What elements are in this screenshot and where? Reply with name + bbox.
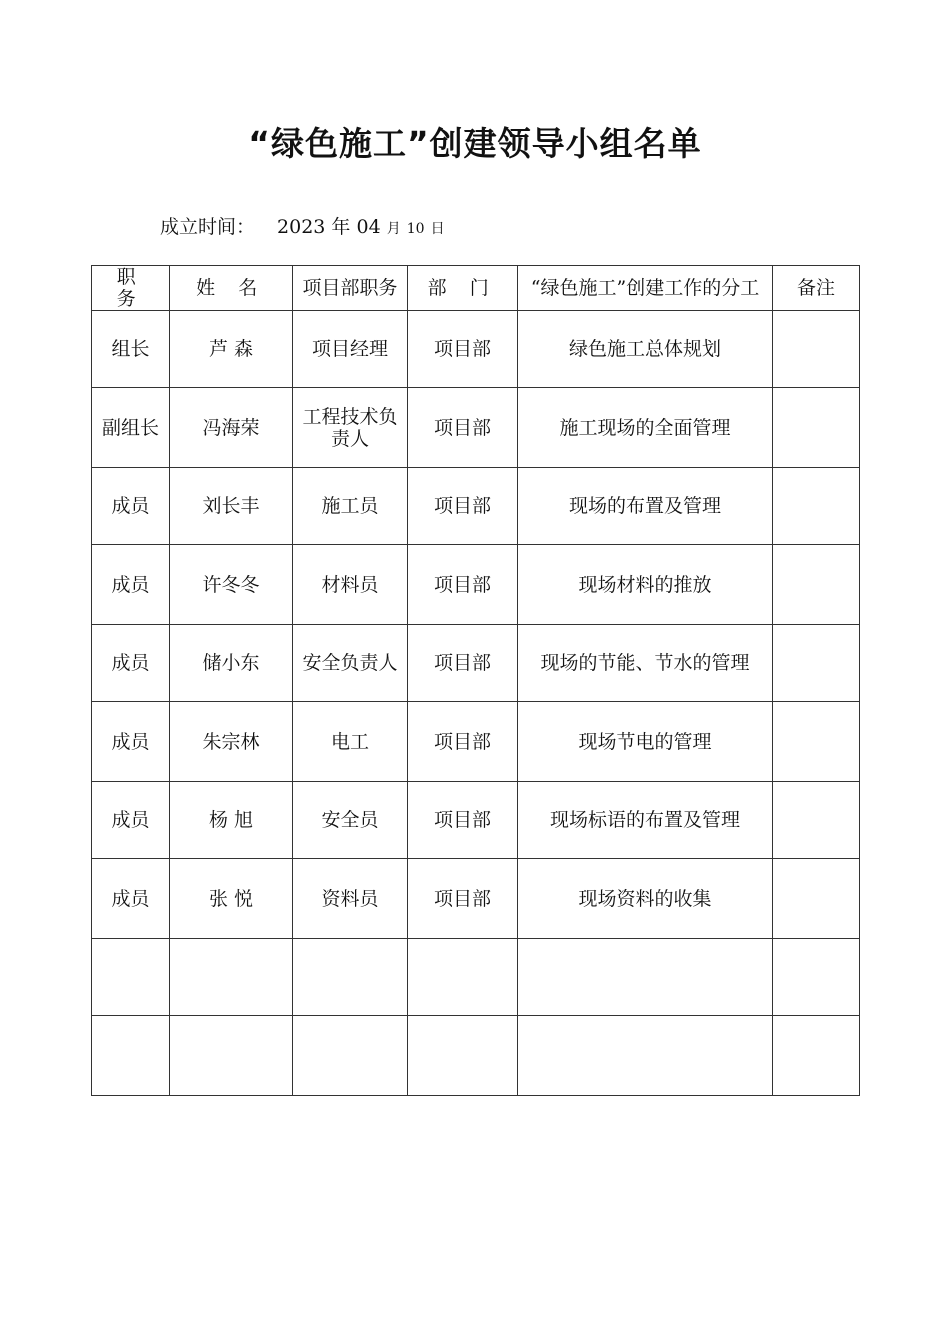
cell-name: 杨 旭 [170,782,293,859]
cell-position: 项目经理 [293,311,408,388]
cell-duty: 施工现场的全面管理 [518,388,773,468]
table-row [92,388,860,468]
cell-position: 安全负责人 [293,625,408,702]
cell-position: 电工 [293,702,408,782]
cell-remark [773,545,860,625]
established-label: 成立时间： [160,216,256,238]
cell-name: 刘长丰 [170,468,293,545]
table-row [92,702,860,782]
header-duty: “绿色施工”创建工作的分工 [518,266,773,311]
cell-department: 项目部 [408,388,518,468]
cell-name: 冯海荣 [170,388,293,468]
cell-name [170,1016,293,1096]
cell-department: 项目部 [408,468,518,545]
cell-role: 成员 [92,545,170,625]
cell-position: 施工员 [293,468,408,545]
cell-position: 安全员 [293,782,408,859]
cell-duty [518,939,773,1016]
table-row [92,1016,860,1096]
cell-duty: 现场的节能、节水的管理 [518,625,773,702]
cell-duty: 现场节电的管理 [518,702,773,782]
cell-position [293,939,408,1016]
table-row [92,625,860,702]
table-row [92,782,860,859]
established-day: 10 [406,221,425,237]
cell-remark [773,388,860,468]
established-day-unit: 日 [430,221,445,237]
cell-department: 项目部 [408,702,518,782]
cell-remark [773,939,860,1016]
cell-department: 项目部 [408,782,518,859]
cell-role: 成员 [92,468,170,545]
cell-role [92,939,170,1016]
established-month: 04 [356,216,381,238]
cell-name: 朱宗林 [170,702,293,782]
cell-name [170,939,293,1016]
cell-remark [773,1016,860,1096]
header-role: 职 务 [92,266,170,311]
established-year: 2023 [277,216,326,238]
header-department: 部 门 [408,266,518,311]
cell-role: 成员 [92,859,170,939]
cell-remark [773,702,860,782]
cell-role: 组长 [92,311,170,388]
cell-remark [773,311,860,388]
cell-name: 张 悦 [170,859,293,939]
header-name: 姓 名 [170,266,293,311]
established-month-unit: 月 [386,221,401,237]
cell-role [92,1016,170,1096]
cell-department: 项目部 [408,311,518,388]
cell-duty: 现场的布置及管理 [518,468,773,545]
page-title: “绿色施工”创建领导小组名单 [248,124,702,163]
leadership-roster-table [91,265,860,1096]
cell-remark [773,625,860,702]
table-row [92,859,860,939]
cell-role: 成员 [92,625,170,702]
established-year-unit: 年 [331,216,351,238]
cell-remark [773,859,860,939]
established-date [160,212,445,239]
table-row [92,545,860,625]
cell-role: 副组长 [92,388,170,468]
table-row [92,939,860,1016]
cell-role: 成员 [92,782,170,859]
cell-remark [773,782,860,859]
cell-duty: 现场资料的收集 [518,859,773,939]
header-remark: 备注 [773,266,860,311]
cell-duty [518,1016,773,1096]
cell-duty: 现场材料的推放 [518,545,773,625]
cell-department: 项目部 [408,859,518,939]
cell-department: 项目部 [408,625,518,702]
cell-name: 许冬冬 [170,545,293,625]
cell-department: 项目部 [408,545,518,625]
cell-position: 材料员 [293,545,408,625]
header-position: 项目部职务 [293,266,408,311]
cell-position: 资料员 [293,859,408,939]
cell-department [408,939,518,1016]
cell-name: 芦 森 [170,311,293,388]
table-row [92,311,860,388]
cell-department [408,1016,518,1096]
cell-remark [773,468,860,545]
table-row [92,468,860,545]
cell-name: 储小东 [170,625,293,702]
table-header-row [92,266,860,311]
cell-position: 工程技术负责人 [293,388,408,468]
cell-duty: 现场标语的布置及管理 [518,782,773,859]
cell-duty: 绿色施工总体规划 [518,311,773,388]
cell-position [293,1016,408,1096]
cell-role: 成员 [92,702,170,782]
